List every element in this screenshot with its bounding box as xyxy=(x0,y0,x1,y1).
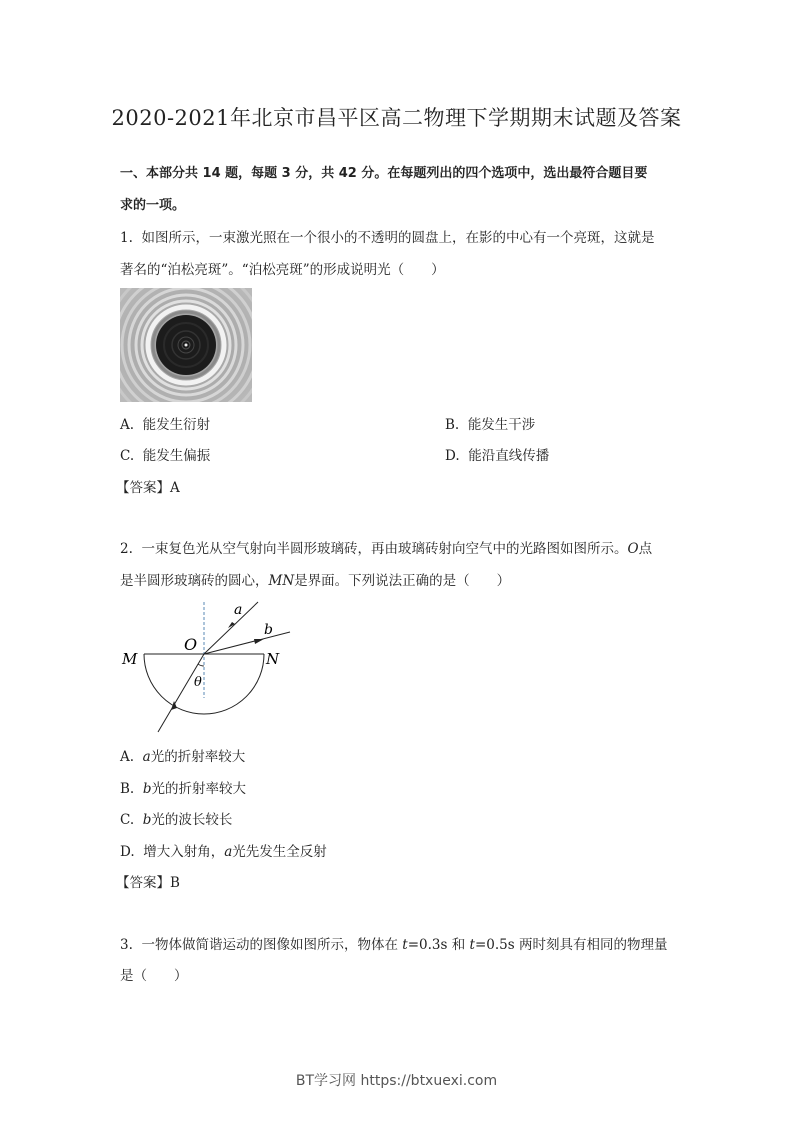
variable-t: t xyxy=(402,937,408,953)
option-text: 能沿直线传播 xyxy=(468,448,550,464)
option-label: A. xyxy=(120,417,135,433)
option-text: 能发生偏振 xyxy=(142,448,211,464)
question-1-option-c xyxy=(120,447,210,465)
label-o: O xyxy=(184,635,198,654)
answer-value: B xyxy=(170,875,180,891)
option-label: C. xyxy=(120,812,135,828)
refraction-diagram xyxy=(118,598,298,738)
label-m: M xyxy=(122,650,138,668)
question-text: 是界面。下列说法正确的是（ ） xyxy=(294,573,511,589)
variable-o: O xyxy=(627,541,639,557)
question-text: =0.5s 两时刻具有相同的物理量 xyxy=(474,937,668,953)
option-text: 能发生衍射 xyxy=(142,417,211,433)
poisson-spot-image xyxy=(120,288,252,402)
question-1-answer xyxy=(116,479,180,497)
option-text: 光先发生全反射 xyxy=(232,844,327,860)
question-number: 3. xyxy=(120,937,133,953)
question-2-option-a xyxy=(120,748,245,766)
question-text: 点 xyxy=(638,541,653,557)
question-2-answer xyxy=(116,874,180,892)
option-text: 增大入射角， xyxy=(143,844,225,860)
question-3-stem-line1 xyxy=(120,936,667,954)
question-3-stem-line2: 是（ ） xyxy=(120,968,188,984)
label-b: b xyxy=(264,622,273,638)
answer-prefix: 【答案】 xyxy=(116,480,170,496)
footer-watermark: BT学习网 https://btxuexi.com xyxy=(295,1073,498,1089)
option-label: C. xyxy=(120,448,135,464)
question-1-option-b xyxy=(445,416,535,434)
question-number: 2. xyxy=(120,541,133,557)
question-2-stem-line1 xyxy=(120,540,652,558)
question-2-option-c xyxy=(120,811,232,829)
variable-mn: MN xyxy=(268,573,295,589)
question-text: 一束复色光从空气射向半圆形玻璃砖，再由玻璃砖射向空气中的光路图如图所示。 xyxy=(141,541,628,557)
option-label: D. xyxy=(445,448,460,464)
question-1-option-d xyxy=(445,447,549,465)
variable-a: a xyxy=(224,844,233,860)
variable-b: b xyxy=(142,812,152,828)
question-1-stem-line2: 著名的“泊松亮斑”。“泊松亮斑”的形成说明光（ ） xyxy=(120,262,445,278)
question-1-stem-line1 xyxy=(120,229,654,247)
variable-t: t xyxy=(469,937,475,953)
label-theta: θ xyxy=(194,675,202,690)
option-text: 能发生干涉 xyxy=(467,417,536,433)
answer-prefix: 【答案】 xyxy=(116,875,170,891)
option-label: A. xyxy=(120,749,135,765)
document-title: 2020-2021年北京市昌平区高二物理下学期期末试题及答案 xyxy=(111,106,682,130)
question-number: 1. xyxy=(120,230,133,246)
option-text: 光的折射率较大 xyxy=(150,749,246,765)
question-1-option-a xyxy=(120,416,210,434)
question-2-option-d xyxy=(120,843,327,861)
option-text: 光的折射率较大 xyxy=(151,781,246,797)
question-text: 如图所示，一束激光照在一个很小的不透明的圆盘上，在影的中心有一个亮斑，这就是 xyxy=(141,230,655,246)
option-label: B. xyxy=(120,781,135,797)
option-text: 光的波长较长 xyxy=(151,812,233,828)
option-label: B. xyxy=(445,417,460,433)
answer-value: A xyxy=(170,480,180,496)
question-2-stem-line2 xyxy=(120,572,510,590)
label-n: N xyxy=(266,650,280,668)
section-header-line1: 一、本部分共 14 题，每题 3 分，共 42 分。在每题列出的四个选项中，选出最符合题目要 xyxy=(120,166,648,181)
variable-a: a xyxy=(142,749,151,765)
option-label: D. xyxy=(120,844,135,860)
variable-b: b xyxy=(142,781,152,797)
label-a: a xyxy=(234,602,243,618)
question-2-option-b xyxy=(120,780,246,798)
question-text: =0.3s 和 xyxy=(407,937,470,953)
question-text: 是半圆形玻璃砖的圆心， xyxy=(120,573,269,589)
question-text: 一物体做简谐运动的图像如图所示，物体在 xyxy=(141,937,403,953)
section-header-line2: 求的一项。 xyxy=(120,198,186,213)
